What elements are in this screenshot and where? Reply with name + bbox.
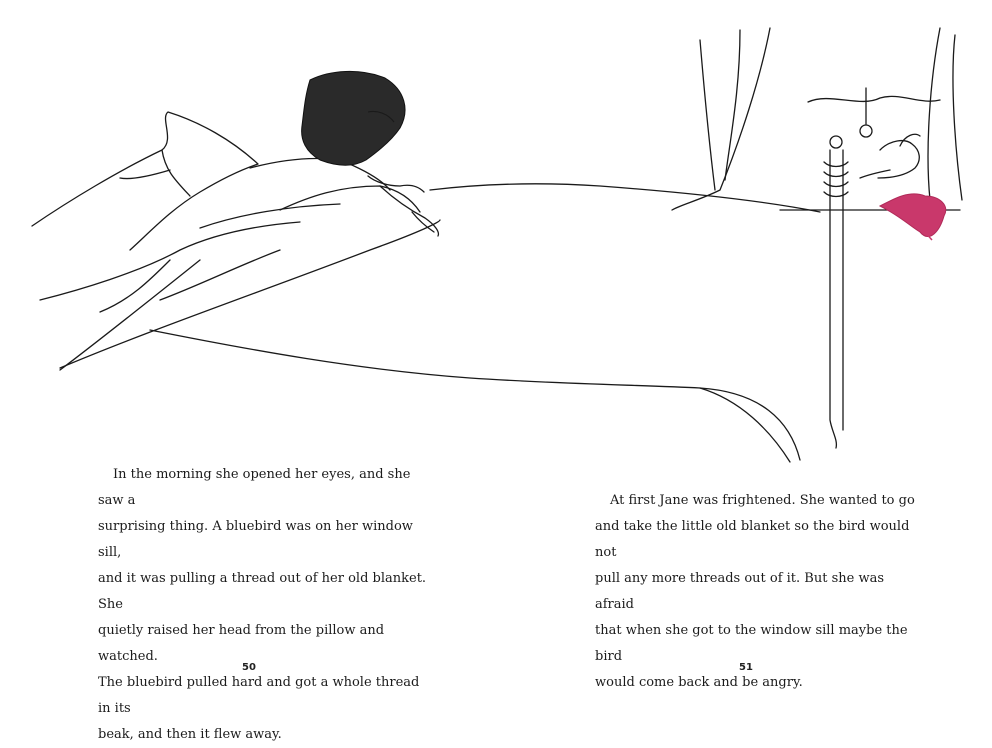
red-thread [880,194,946,237]
left-paragraph: In the morning she opened her eyes, and she saw a surprising thing. A bluebird was on her window sill, and it was pulling a thread out of her old blanket. She quietly raised her head from the pillow and watched. The bluebird pulled hard and got a whole thread in its beak, and then it flew away. [98,467,427,742]
bird [878,141,919,178]
blanket-outline [430,184,820,212]
right-page-text [595,488,925,696]
curtain [672,28,770,210]
girl-hair [302,71,405,165]
page-number-left: 50 [242,662,256,673]
left-page-text [98,462,428,748]
page-number-right: 51 [739,662,753,673]
bedpost [830,150,836,448]
right-paragraph: At first Jane was frightened. She wanted to go and take the little old blanket so the bird would not pull any more threads out of it. But she was afraid that when she got to the window sill maybe the bird would come back and be angry. [595,493,915,690]
pillow [32,112,258,250]
